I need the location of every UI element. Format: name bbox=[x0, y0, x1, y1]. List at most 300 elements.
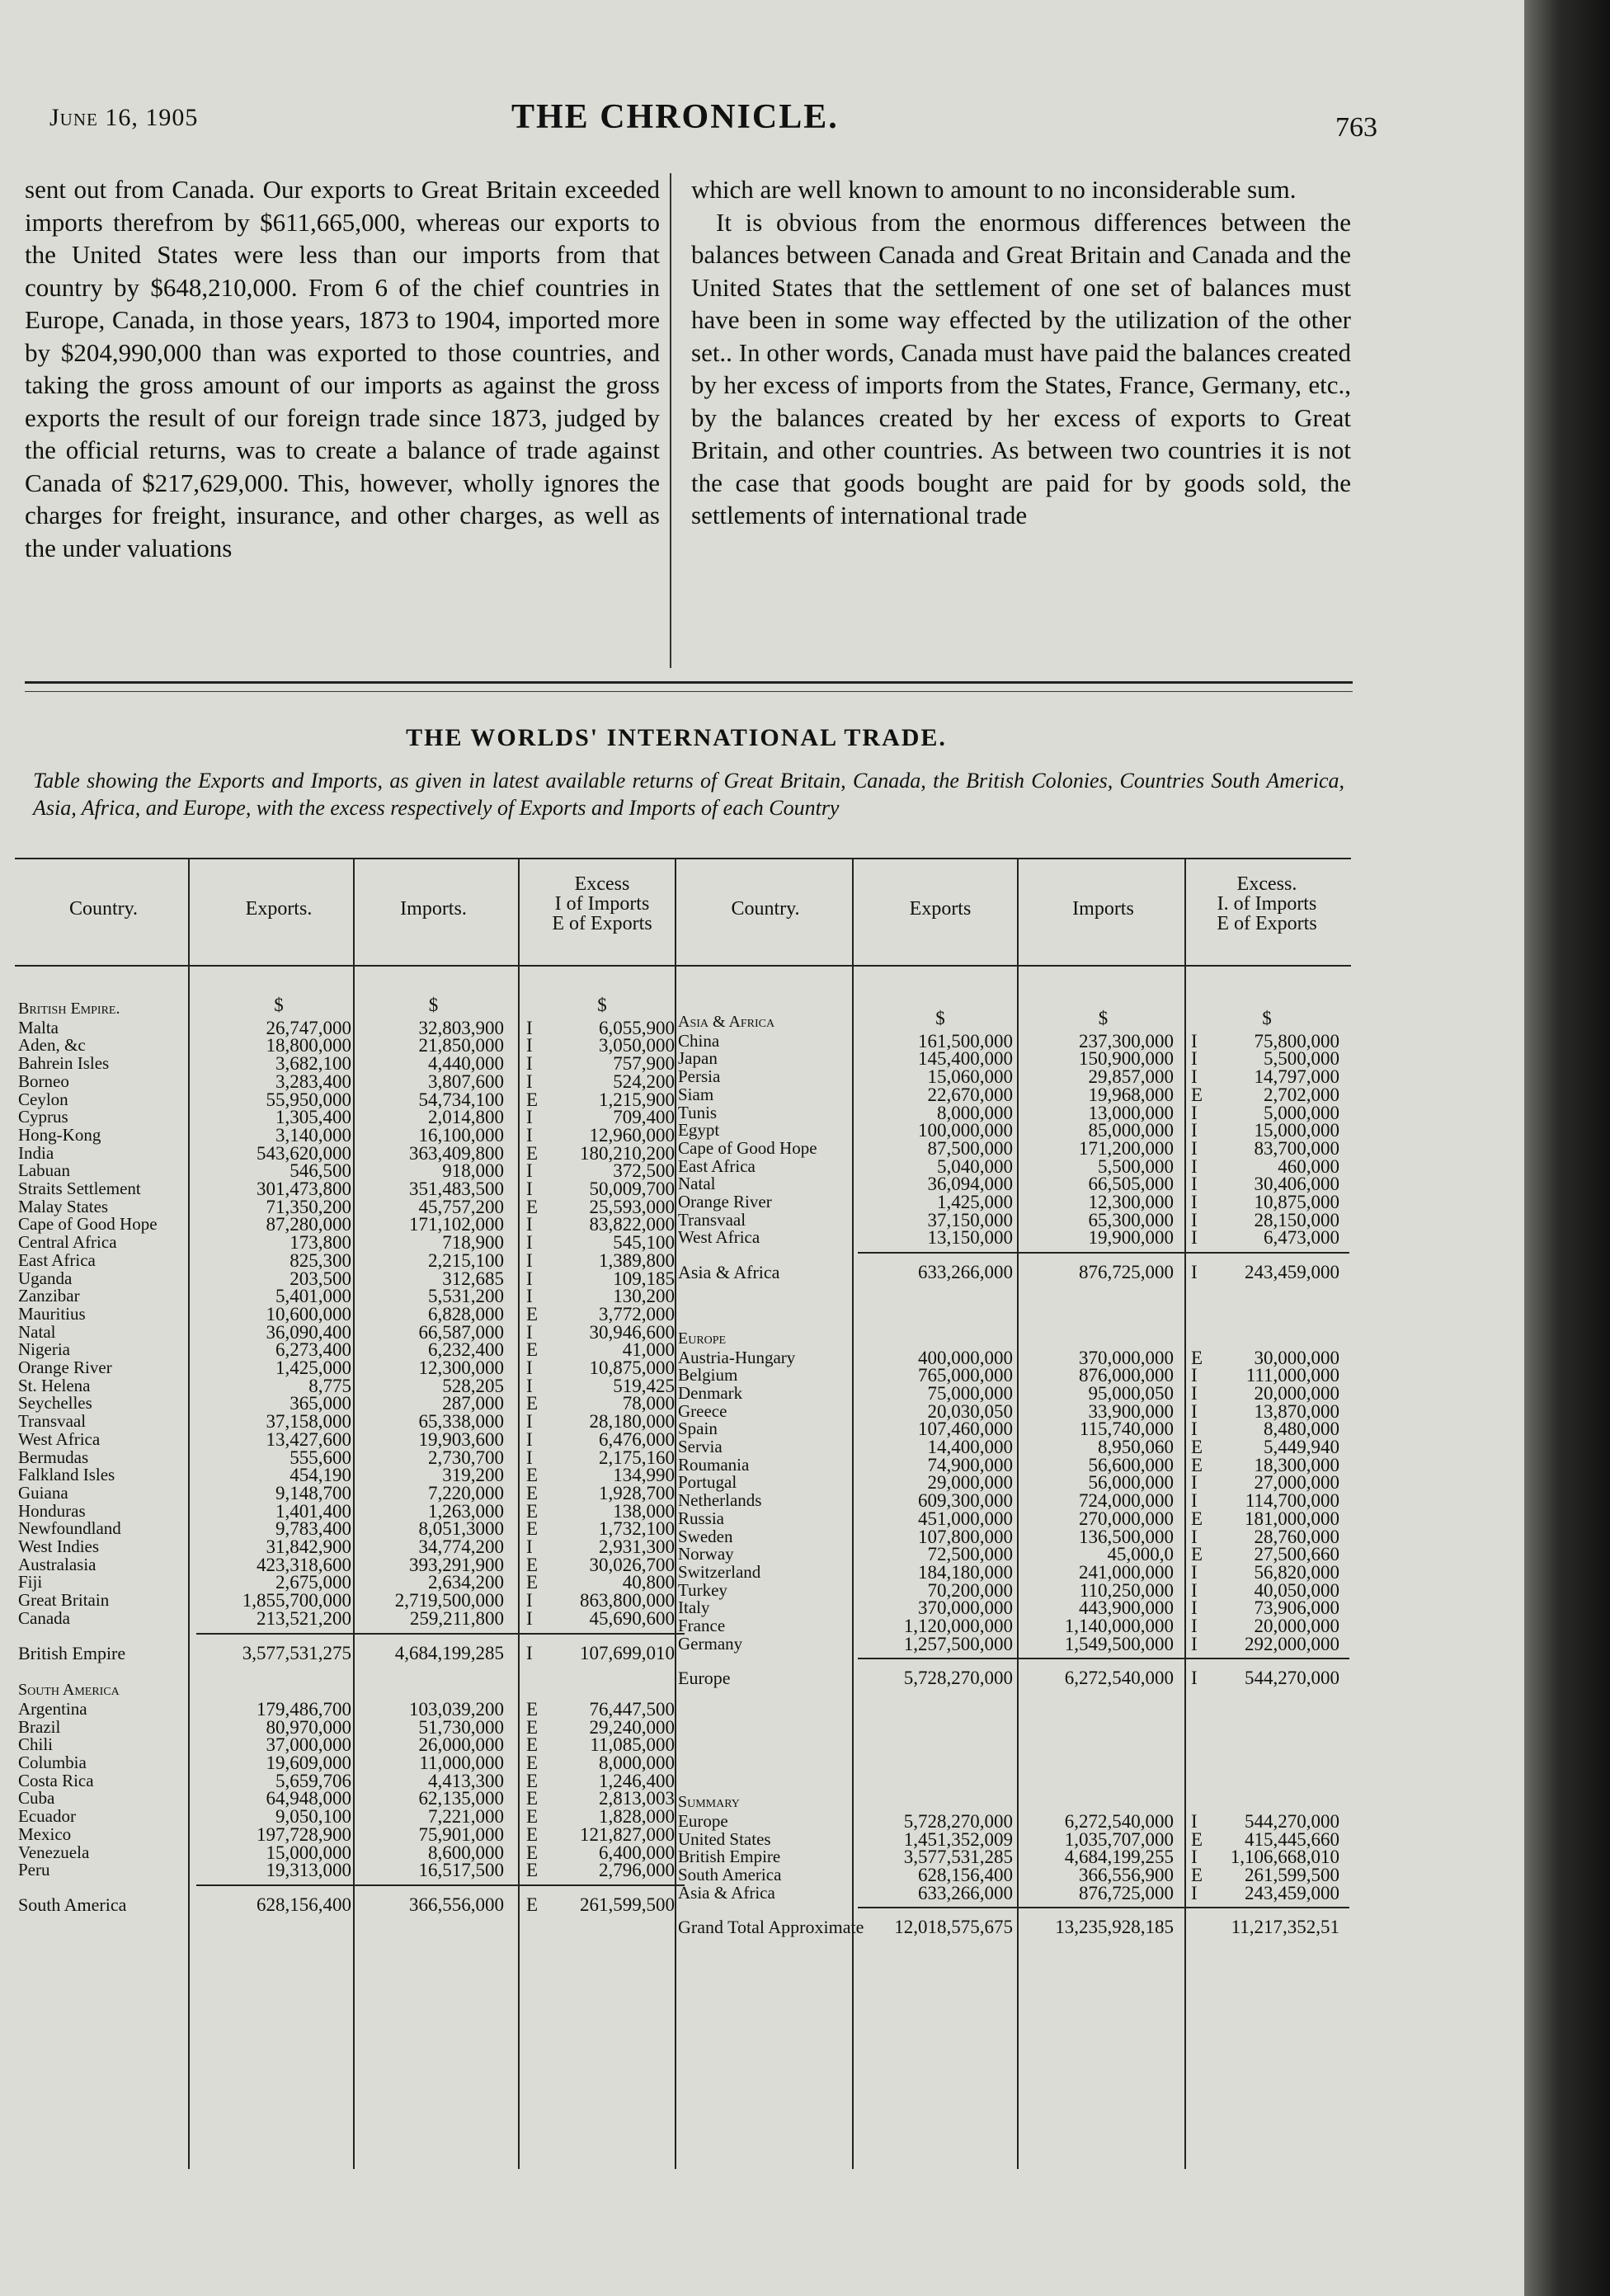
column-divider bbox=[670, 173, 671, 668]
imports-value: 115,740,000 bbox=[1079, 1419, 1174, 1440]
exports-value: 543,620,000 bbox=[257, 1142, 351, 1164]
imports-value: 918,000 bbox=[442, 1160, 504, 1182]
excess-flag: E bbox=[526, 1500, 539, 1522]
excess-flag: E bbox=[1191, 1084, 1203, 1105]
excess-value: 2,931,300 bbox=[599, 1536, 675, 1557]
exports-value: 555,600 bbox=[290, 1447, 351, 1468]
imports-value: 103,039,200 bbox=[409, 1698, 504, 1720]
imports-value: 6,828,000 bbox=[428, 1303, 504, 1324]
excess-value: 114,700,000 bbox=[1245, 1490, 1339, 1512]
country-name: Cape of Good Hope bbox=[18, 1214, 158, 1235]
excess-value: 292,000,000 bbox=[1245, 1633, 1339, 1654]
exports-value: 13,427,600 bbox=[266, 1428, 351, 1450]
imports-value: 2,215,100 bbox=[428, 1249, 504, 1271]
exports-value: 765,000,000 bbox=[918, 1365, 1013, 1386]
exports-value: 13,150,000 bbox=[927, 1227, 1013, 1249]
exports-value: 2,675,000 bbox=[275, 1572, 351, 1593]
imports-value: 5,531,200 bbox=[428, 1286, 504, 1307]
column-header-line: Exports bbox=[909, 898, 972, 920]
excess-value: 863,800,000 bbox=[580, 1590, 675, 1611]
country-name: Switzerland bbox=[678, 1561, 761, 1582]
excess-flag: I bbox=[1191, 1579, 1198, 1601]
excess-flag: E bbox=[526, 1465, 539, 1486]
excess-flag: I bbox=[1191, 1102, 1198, 1123]
excess-value: 83,700,000 bbox=[1254, 1137, 1339, 1159]
excess-flag: E bbox=[526, 1823, 539, 1845]
article-column-right bbox=[691, 173, 1351, 532]
exports-value: 70,200,000 bbox=[927, 1579, 1013, 1601]
exports-value: 36,094,000 bbox=[927, 1174, 1013, 1195]
exports-value: 71,350,200 bbox=[266, 1196, 351, 1217]
table-header-rule bbox=[15, 965, 1351, 967]
excess-flag: I bbox=[526, 1124, 533, 1146]
imports-value: 32,803,900 bbox=[418, 1017, 504, 1038]
total-excess-flag: I bbox=[1191, 1262, 1198, 1283]
excess-value: 56,820,000 bbox=[1254, 1561, 1339, 1583]
excess-flag: E bbox=[526, 1572, 539, 1593]
excess-value: 545,100 bbox=[613, 1232, 675, 1254]
total-excess: 243,459,000 bbox=[1245, 1262, 1339, 1283]
table-header-rule bbox=[15, 858, 1351, 859]
exports-value: 18,800,000 bbox=[266, 1035, 351, 1056]
column-header-exports bbox=[196, 899, 361, 919]
excess-flag: I bbox=[526, 1607, 533, 1629]
exports-value: 184,180,000 bbox=[918, 1561, 1013, 1583]
country-name: East Africa bbox=[18, 1249, 96, 1270]
country-name: Newfoundland bbox=[18, 1518, 121, 1539]
country-name: Netherlands bbox=[678, 1490, 762, 1511]
excess-flag: I bbox=[1191, 1174, 1198, 1195]
imports-value: 287,000 bbox=[442, 1393, 504, 1414]
excess-value: 2,796,000 bbox=[599, 1860, 675, 1881]
excess-flag: E bbox=[526, 1518, 539, 1540]
excess-value: 1,246,400 bbox=[599, 1770, 675, 1791]
excess-flag: E bbox=[526, 1142, 539, 1164]
imports-value: 312,685 bbox=[442, 1268, 504, 1289]
excess-value: 40,800 bbox=[622, 1572, 675, 1593]
imports-value: 370,000,000 bbox=[1079, 1347, 1174, 1368]
excess-value: 28,180,000 bbox=[589, 1411, 675, 1433]
excess-value: 6,055,900 bbox=[599, 1017, 675, 1038]
country-name: British Empire bbox=[678, 1847, 781, 1867]
country-name: West Indies bbox=[18, 1536, 100, 1556]
country-name: Costa Rica bbox=[18, 1770, 94, 1790]
excess-flag: I bbox=[526, 1411, 533, 1433]
excess-flag: E bbox=[526, 1482, 539, 1503]
total-label: British Empire bbox=[18, 1642, 126, 1663]
total-label: Europe bbox=[678, 1668, 731, 1689]
exports-value: 8,775 bbox=[308, 1375, 351, 1396]
excess-flag: E bbox=[526, 1339, 539, 1361]
exports-value: 8,000,000 bbox=[937, 1102, 1013, 1123]
excess-flag: I bbox=[1191, 1209, 1198, 1230]
column-header-line: Country. bbox=[731, 898, 800, 920]
excess-value: 30,000,000 bbox=[1254, 1347, 1339, 1368]
country-name: Transvaal bbox=[678, 1209, 746, 1230]
excess-flag: I bbox=[526, 1286, 533, 1307]
exports-value: 37,158,000 bbox=[266, 1411, 351, 1433]
imports-value: 19,900,000 bbox=[1088, 1227, 1174, 1249]
country-name: Brazil bbox=[18, 1716, 61, 1737]
column-header-line: Imports. bbox=[400, 898, 467, 920]
excess-flag: I bbox=[1191, 1633, 1198, 1654]
excess-flag: I bbox=[526, 1160, 533, 1182]
imports-value: 8,950,060 bbox=[1098, 1437, 1174, 1457]
excess-value: 20,000,000 bbox=[1254, 1616, 1339, 1636]
exports-value: 365,000 bbox=[290, 1393, 351, 1414]
excess-value: 180,210,200 bbox=[580, 1142, 675, 1164]
excess-flag: I bbox=[1191, 1382, 1198, 1404]
exports-value: 37,000,000 bbox=[266, 1734, 351, 1756]
country-name: Japan bbox=[678, 1048, 718, 1069]
column-header-excess bbox=[1184, 874, 1349, 934]
excess-value: 13,870,000 bbox=[1254, 1400, 1339, 1422]
imports-value: 8,051,3000 bbox=[418, 1518, 504, 1540]
section-rule bbox=[25, 691, 1353, 692]
excess-flag: I bbox=[1191, 1192, 1198, 1212]
country-name: Roumania bbox=[678, 1454, 750, 1475]
imports-value: 2,634,200 bbox=[428, 1572, 504, 1593]
article-paragraph: which are well known to amount to no inconsiderable sum. bbox=[691, 175, 1297, 204]
country-name: Italy bbox=[678, 1597, 710, 1618]
exports-value: 1,425,000 bbox=[937, 1192, 1013, 1212]
excess-value: 121,827,000 bbox=[580, 1823, 675, 1845]
excess-flag: I bbox=[1191, 1419, 1198, 1440]
imports-value: 95,000,050 bbox=[1088, 1382, 1174, 1404]
imports-value: 54,734,100 bbox=[418, 1089, 504, 1110]
excess-flag: I bbox=[1191, 1526, 1198, 1547]
imports-value: 65,300,000 bbox=[1088, 1209, 1174, 1230]
excess-value: 28,760,000 bbox=[1254, 1526, 1339, 1547]
country-name: Seychelles bbox=[18, 1393, 92, 1414]
excess-value: 10,875,000 bbox=[1254, 1192, 1339, 1212]
country-name: Zanzibar bbox=[18, 1286, 80, 1306]
imports-value: 1,263,000 bbox=[428, 1500, 504, 1522]
country-name: Mexico bbox=[18, 1823, 72, 1844]
imports-value: 876,725,000 bbox=[1079, 1882, 1174, 1903]
imports-value: 876,000,000 bbox=[1079, 1365, 1174, 1386]
excess-flag: I bbox=[526, 1232, 533, 1254]
excess-value: 1,389,800 bbox=[599, 1249, 675, 1271]
imports-value: 2,730,700 bbox=[428, 1447, 504, 1468]
exports-value: 1,401,400 bbox=[275, 1500, 351, 1522]
exports-value: 370,000,000 bbox=[918, 1597, 1013, 1619]
country-name: Cape of Good Hope bbox=[678, 1137, 817, 1158]
country-name: Persia bbox=[678, 1066, 721, 1087]
table-column-rule bbox=[1017, 858, 1019, 2169]
total-excess-flag: E bbox=[526, 1894, 539, 1915]
excess-flag: I bbox=[526, 1268, 533, 1289]
excess-flag: I bbox=[526, 1536, 533, 1557]
country-name: St. Helena bbox=[18, 1375, 91, 1395]
imports-value: 4,684,199,255 bbox=[1064, 1847, 1174, 1868]
excess-flag: E bbox=[1191, 1864, 1203, 1885]
imports-value: 2,719,500,000 bbox=[394, 1590, 504, 1611]
exports-value: 1,305,400 bbox=[275, 1107, 351, 1128]
imports-value: 56,000,000 bbox=[1088, 1472, 1174, 1494]
excess-value: 111,000,000 bbox=[1245, 1365, 1339, 1386]
excess-flag: I bbox=[526, 1214, 533, 1235]
exports-value: 55,950,000 bbox=[266, 1089, 351, 1110]
country-name: Venezuela bbox=[18, 1842, 90, 1862]
excess-value: 14,797,000 bbox=[1254, 1066, 1339, 1088]
excess-value: 134,990 bbox=[613, 1465, 675, 1486]
excess-flag: I bbox=[1191, 1400, 1198, 1422]
excess-value: 30,946,600 bbox=[589, 1321, 675, 1343]
excess-value: 109,185 bbox=[613, 1268, 675, 1289]
excess-flag: E bbox=[526, 1089, 539, 1110]
total-excess: 11,217,352,51 bbox=[1231, 1917, 1339, 1938]
country-name: Tunis bbox=[678, 1102, 718, 1122]
exports-value: 10,600,000 bbox=[266, 1303, 351, 1324]
excess-value: 415,445,660 bbox=[1245, 1828, 1339, 1850]
country-name: Mauritius bbox=[18, 1303, 86, 1324]
excess-flag: I bbox=[526, 1107, 533, 1128]
excess-value: 130,200 bbox=[613, 1286, 675, 1307]
total-excess-flag: I bbox=[526, 1642, 533, 1663]
total-excess: 261,599,500 bbox=[580, 1894, 675, 1915]
imports-value: 19,903,600 bbox=[418, 1428, 504, 1450]
country-name: West Africa bbox=[678, 1227, 760, 1248]
excess-value: 27,500,660 bbox=[1254, 1544, 1339, 1565]
column-header-excess bbox=[520, 874, 685, 934]
total-imports: 13,235,928,185 bbox=[1055, 1917, 1174, 1938]
column-header-line: E of Exports bbox=[1217, 913, 1317, 934]
country-name: China bbox=[678, 1030, 720, 1051]
dollar-sign: $ bbox=[935, 1008, 945, 1028]
exports-value: 37,150,000 bbox=[927, 1209, 1013, 1230]
imports-value: 12,300,000 bbox=[418, 1357, 504, 1378]
exports-value: 5,728,270,000 bbox=[903, 1810, 1013, 1832]
country-name: Central Africa bbox=[18, 1232, 117, 1253]
imports-value: 2,014,800 bbox=[428, 1107, 504, 1128]
exports-value: 14,400,000 bbox=[927, 1437, 1013, 1457]
excess-value: 709,400 bbox=[613, 1107, 675, 1128]
imports-value: 171,200,000 bbox=[1079, 1137, 1174, 1159]
exports-value: 74,900,000 bbox=[927, 1454, 1013, 1475]
excess-flag: I bbox=[526, 1249, 533, 1271]
subtotal-rule bbox=[858, 1907, 1349, 1908]
excess-flag: I bbox=[526, 1070, 533, 1092]
section-title: Summary bbox=[678, 1793, 740, 1812]
section-title: British Empire. bbox=[18, 1000, 120, 1018]
excess-value: 243,459,000 bbox=[1245, 1882, 1339, 1903]
excess-value: 460,000 bbox=[1278, 1155, 1339, 1177]
excess-flag: E bbox=[526, 1393, 539, 1414]
exports-value: 100,000,000 bbox=[918, 1120, 1013, 1141]
imports-value: 45,000,0 bbox=[1107, 1544, 1174, 1565]
column-header-exports bbox=[858, 899, 1023, 919]
excess-value: 138,000 bbox=[613, 1500, 675, 1522]
excess-value: 6,400,000 bbox=[599, 1842, 675, 1863]
excess-flag: E bbox=[526, 1716, 539, 1738]
imports-value: 5,500,000 bbox=[1098, 1155, 1174, 1177]
dollar-sign: $ bbox=[597, 995, 607, 1015]
imports-value: 19,968,000 bbox=[1088, 1084, 1174, 1105]
imports-value: 45,757,200 bbox=[418, 1196, 504, 1217]
column-header-country bbox=[15, 899, 192, 919]
exports-value: 36,090,400 bbox=[266, 1321, 351, 1343]
exports-value: 9,050,100 bbox=[275, 1806, 351, 1828]
country-name: Transvaal bbox=[18, 1411, 87, 1432]
country-name: Cuba bbox=[18, 1788, 55, 1809]
exports-value: 628,156,400 bbox=[918, 1864, 1013, 1885]
excess-flag: E bbox=[526, 1196, 539, 1217]
imports-value: 319,200 bbox=[442, 1465, 504, 1486]
imports-value: 51,730,000 bbox=[418, 1716, 504, 1738]
excess-flag: E bbox=[526, 1806, 539, 1828]
excess-flag: I bbox=[526, 1179, 533, 1199]
excess-flag: I bbox=[526, 1447, 533, 1468]
imports-value: 33,900,000 bbox=[1088, 1400, 1174, 1422]
section-title: South America bbox=[18, 1681, 120, 1700]
imports-value: 237,300,000 bbox=[1079, 1030, 1174, 1052]
country-name: Straits Settlement bbox=[18, 1179, 141, 1198]
imports-value: 6,272,540,000 bbox=[1064, 1810, 1174, 1832]
country-name: Norway bbox=[678, 1544, 734, 1564]
excess-flag: I bbox=[1191, 1810, 1198, 1832]
excess-value: 83,822,000 bbox=[589, 1214, 675, 1235]
imports-value: 66,505,000 bbox=[1088, 1174, 1174, 1195]
excess-value: 45,690,600 bbox=[589, 1607, 675, 1629]
imports-value: 62,135,000 bbox=[418, 1788, 504, 1809]
excess-flag: E bbox=[526, 1698, 539, 1720]
total-exports: 3,577,531,275 bbox=[242, 1642, 351, 1663]
imports-value: 66,587,000 bbox=[418, 1321, 504, 1343]
excess-value: 20,000,000 bbox=[1254, 1382, 1339, 1404]
imports-value: 724,000,000 bbox=[1079, 1490, 1174, 1512]
imports-value: 75,901,000 bbox=[418, 1823, 504, 1845]
column-header-line: E of Exports bbox=[552, 913, 652, 934]
excess-value: 50,009,700 bbox=[589, 1179, 675, 1199]
country-name: Portugal bbox=[678, 1472, 737, 1493]
column-header-line: I. of Imports bbox=[1217, 893, 1317, 915]
dollar-sign: $ bbox=[1262, 1008, 1272, 1028]
exports-value: 107,460,000 bbox=[918, 1419, 1013, 1440]
dollar-sign: $ bbox=[1098, 1008, 1109, 1028]
column-header-imports bbox=[353, 899, 514, 919]
exports-value: 173,800 bbox=[290, 1232, 351, 1254]
excess-value: 25,593,000 bbox=[589, 1196, 675, 1217]
section-rule bbox=[25, 681, 1353, 684]
imports-value: 1,140,000,000 bbox=[1064, 1616, 1174, 1636]
imports-value: 363,409,800 bbox=[409, 1142, 504, 1164]
country-name: Denmark bbox=[678, 1382, 743, 1403]
imports-value: 351,483,500 bbox=[409, 1179, 504, 1199]
imports-value: 8,600,000 bbox=[428, 1842, 504, 1863]
subtotal-rule bbox=[858, 1252, 1349, 1254]
country-name: Sweden bbox=[678, 1526, 733, 1546]
excess-flag: I bbox=[526, 1357, 533, 1378]
excess-value: 544,270,000 bbox=[1245, 1810, 1339, 1832]
excess-flag: I bbox=[526, 1375, 533, 1396]
imports-value: 4,413,300 bbox=[428, 1770, 504, 1791]
excess-flag: E bbox=[1191, 1454, 1203, 1475]
exports-value: 72,500,000 bbox=[927, 1544, 1013, 1565]
section-title: Asia & Africa bbox=[678, 1013, 775, 1031]
excess-flag: I bbox=[526, 1017, 533, 1038]
country-name: Uganda bbox=[18, 1268, 73, 1288]
excess-value: 2,813,003 bbox=[599, 1788, 675, 1809]
excess-value: 18,300,000 bbox=[1254, 1454, 1339, 1475]
section-title: Europe bbox=[678, 1329, 727, 1348]
imports-value: 3,807,600 bbox=[428, 1070, 504, 1092]
exports-value: 15,000,000 bbox=[266, 1842, 351, 1863]
article-paragraph: It is obvious from the enormous differences between the balances between Canada and Great Britain and Canada and the United States that the settlement of one set of balances must have been in some way effected by the utilization of the other set.. In other words, Canada must have paid the balances created by her excess of imports from the States, France, Germany, etc., by the balances created by her excess of exports to Great Britain, and other countries. As between two countries it is not the case that goods bought are paid for by goods sold, the settlements of international trade bbox=[691, 207, 1351, 529]
exports-value: 145,400,000 bbox=[918, 1048, 1013, 1070]
excess-flag: E bbox=[526, 1554, 539, 1575]
country-name: Fiji bbox=[18, 1572, 43, 1593]
column-header-country bbox=[675, 899, 856, 919]
excess-value: 28,150,000 bbox=[1254, 1209, 1339, 1230]
exports-value: 20,030,050 bbox=[927, 1400, 1013, 1422]
exports-value: 31,842,900 bbox=[266, 1536, 351, 1557]
total-exports: 12,018,575,675 bbox=[894, 1917, 1013, 1938]
excess-value: 1,215,900 bbox=[599, 1089, 675, 1110]
excess-flag: E bbox=[526, 1753, 539, 1773]
exports-value: 825,300 bbox=[290, 1249, 351, 1271]
exports-value: 107,800,000 bbox=[918, 1526, 1013, 1547]
excess-flag: E bbox=[1191, 1828, 1203, 1850]
excess-flag: I bbox=[1191, 1490, 1198, 1512]
excess-value: 757,900 bbox=[613, 1053, 675, 1075]
country-name: Nigeria bbox=[18, 1339, 70, 1360]
country-name: Cyprus bbox=[18, 1107, 68, 1127]
total-label: Grand Total Approximate bbox=[678, 1917, 864, 1938]
country-name: Hong-Kong bbox=[18, 1124, 101, 1145]
total-exports: 5,728,270,000 bbox=[903, 1668, 1013, 1689]
total-excess-flag: I bbox=[1191, 1668, 1198, 1689]
excess-flag: I bbox=[1191, 1597, 1198, 1619]
excess-flag: E bbox=[526, 1788, 539, 1809]
table-title: THE WORLDS' INTERNATIONAL TRADE. bbox=[406, 724, 947, 751]
excess-value: 2,175,160 bbox=[599, 1447, 675, 1468]
excess-flag: I bbox=[526, 1321, 533, 1343]
excess-value: 8,000,000 bbox=[599, 1753, 675, 1773]
imports-value: 56,600,000 bbox=[1088, 1454, 1174, 1475]
imports-value: 16,100,000 bbox=[418, 1124, 504, 1146]
imports-value: 528,205 bbox=[442, 1375, 504, 1396]
excess-flag: E bbox=[526, 1734, 539, 1756]
excess-value: 1,928,700 bbox=[599, 1482, 675, 1503]
excess-value: 12,960,000 bbox=[589, 1124, 675, 1146]
imports-value: 718,900 bbox=[442, 1232, 504, 1254]
country-name: Argentina bbox=[18, 1698, 87, 1719]
page-header bbox=[49, 97, 1377, 143]
country-name: Orange River bbox=[18, 1357, 112, 1377]
excess-value: 78,000 bbox=[622, 1393, 675, 1414]
country-name: Natal bbox=[678, 1174, 716, 1194]
exports-value: 80,970,000 bbox=[266, 1716, 351, 1738]
exports-value: 64,948,000 bbox=[266, 1788, 351, 1809]
total-imports: 4,684,199,285 bbox=[394, 1642, 504, 1663]
trade-table bbox=[15, 858, 1351, 2177]
column-header-line: Exports. bbox=[245, 898, 313, 920]
column-header-imports bbox=[1023, 899, 1184, 919]
country-name: Chili bbox=[18, 1734, 54, 1755]
excess-flag: I bbox=[1191, 1365, 1198, 1386]
total-exports: 633,266,000 bbox=[918, 1262, 1013, 1283]
imports-value: 21,850,000 bbox=[418, 1035, 504, 1056]
excess-flag: I bbox=[1191, 1048, 1198, 1070]
country-name: Australasia bbox=[18, 1554, 97, 1574]
exports-value: 19,313,000 bbox=[266, 1860, 351, 1881]
exports-value: 400,000,000 bbox=[918, 1347, 1013, 1368]
country-name: Ceylon bbox=[18, 1089, 68, 1109]
excess-value: 3,772,000 bbox=[599, 1303, 675, 1324]
excess-flag: E bbox=[526, 1842, 539, 1863]
country-name: Russia bbox=[678, 1508, 725, 1528]
